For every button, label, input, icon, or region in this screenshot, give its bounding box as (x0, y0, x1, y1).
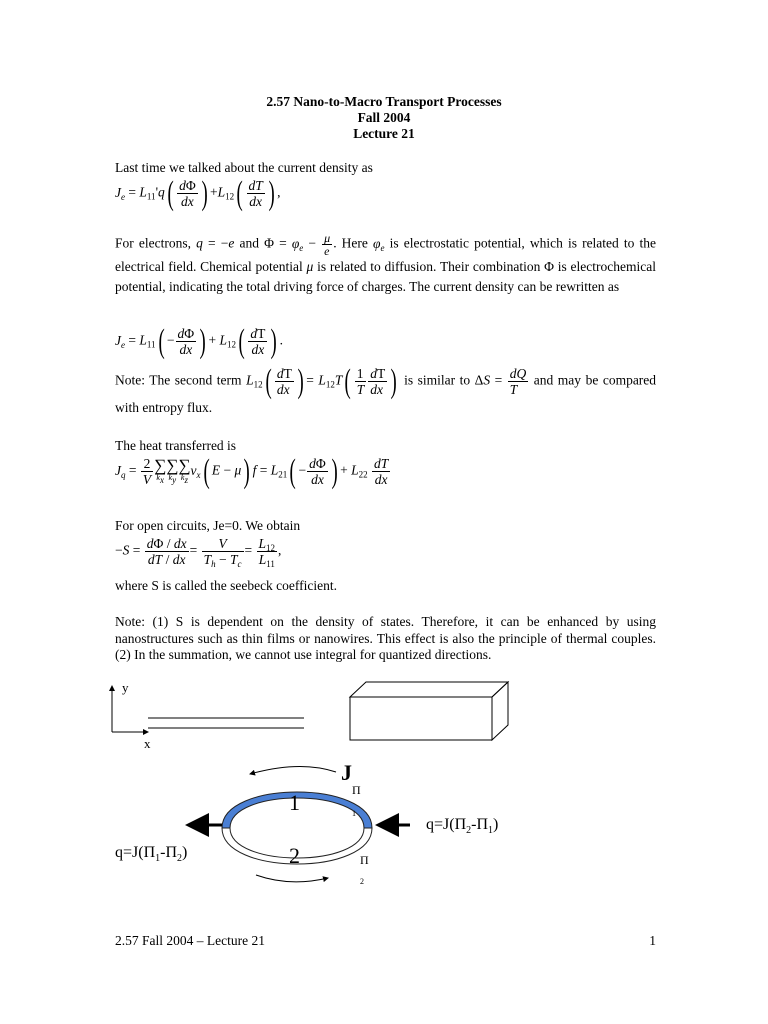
equation-current-density: $J_e = L_{11}'q$( $\frac{d\Phi}{dx}$ ) $+L_{12}$( $\frac{dT}{dx}$ ) , (115, 174, 281, 212)
axis-y-label: y (122, 680, 129, 695)
course-term: Fall 2004 (357, 110, 411, 125)
pi-top-sub: 1 (352, 809, 356, 818)
intro-text: Last time we talked about the current density as (115, 160, 373, 175)
pi-top-symbol: Π (352, 783, 361, 797)
lecture-number: Lecture 21 (353, 126, 415, 141)
heat-intro: The heat transferred is (115, 438, 237, 453)
electrons-paragraph: For electrons, q = −e and $\Phi = \varphi_e$ − $\frac{\mu}{e}$ . Here $\varphi_e$ is electrostatic potential, which is related to the electrical field. Chemical potential μ is related to diffusion. Their combination Φ is electrochemical potential, indicating the total driving force of charges. The current density can be rewritten as (115, 231, 657, 294)
current-label: J (341, 760, 352, 785)
heat-right-label: $q=J(\Pi_2-\Pi_1)$ (426, 816, 499, 836)
pi-bottom-symbol: Π (360, 853, 369, 867)
bottom-current-arrow-icon (256, 875, 328, 882)
axes-icon (112, 686, 148, 732)
open-circuit-text: For open circuits, Je=0. We obtain (115, 518, 301, 533)
final-note: Note: (1) S is dependent on the density of states. Therefore, it can be enhanced by using nanostructures such as thin films or nanowires. This effect is also the principle of thermal couples. (2) In the summation, we cannot use integral for quantized directions. (115, 614, 656, 662)
course-title: 2.57 Nano-to-Macro Transport Processes (266, 94, 502, 109)
axis-x-label: x (144, 736, 151, 751)
branch-2-label: 2 (289, 843, 300, 868)
footer-text: 2.57 Fall 2004 – Lecture 21 (115, 933, 265, 948)
thermocouple-figure (0, 670, 768, 930)
seebeck-text: where S is called the seebeck coefficient. (115, 578, 338, 593)
pi-bottom-sub: 2 (360, 877, 364, 886)
equation-seebeck: −S = $\frac{d\Phi / dx}{dT / dx}$ = $\frac{V}{T_h - T_c}$ = $\frac{L_{12}}{L_{11}}$ , (115, 536, 282, 569)
thin-film-icon (148, 718, 304, 728)
bulk-box-icon (350, 682, 508, 740)
branch-1-label: 1 (289, 790, 300, 815)
equation-current-rewritten: $J_e = L_{11}$( − $\frac{d\Phi}{dx}$ ) + $L_{12}$( $\frac{dT}{dx}$ ) . (115, 322, 284, 360)
note-second-term: Note: The second term $L_{12}$( $\frac{dT}{dx}$ ) = $L_{12}T$( $\frac{1}{T}$ $\frac{dT}{dx}$ ) is similar to ΔS = $\frac{dQ}{T}$ and may be compared with entropy flux. (115, 362, 657, 415)
heat-left-label: $q=J(\Pi_1-\Pi_2)$ (115, 844, 188, 864)
top-current-arrow-icon (250, 766, 336, 774)
page-number: 1 (649, 933, 656, 948)
equation-heat-flux: $J_q$ = $\frac{2}{V}$ ∑ $k_x$ ∑ $k_y$ ∑ $k_z$ $v_x$( E − μ) $f = L_{21}$( − $\frac{d\Phi}{dx}$ ) + $L_{22}$ $\frac{dT}{dx}$ (115, 452, 389, 490)
